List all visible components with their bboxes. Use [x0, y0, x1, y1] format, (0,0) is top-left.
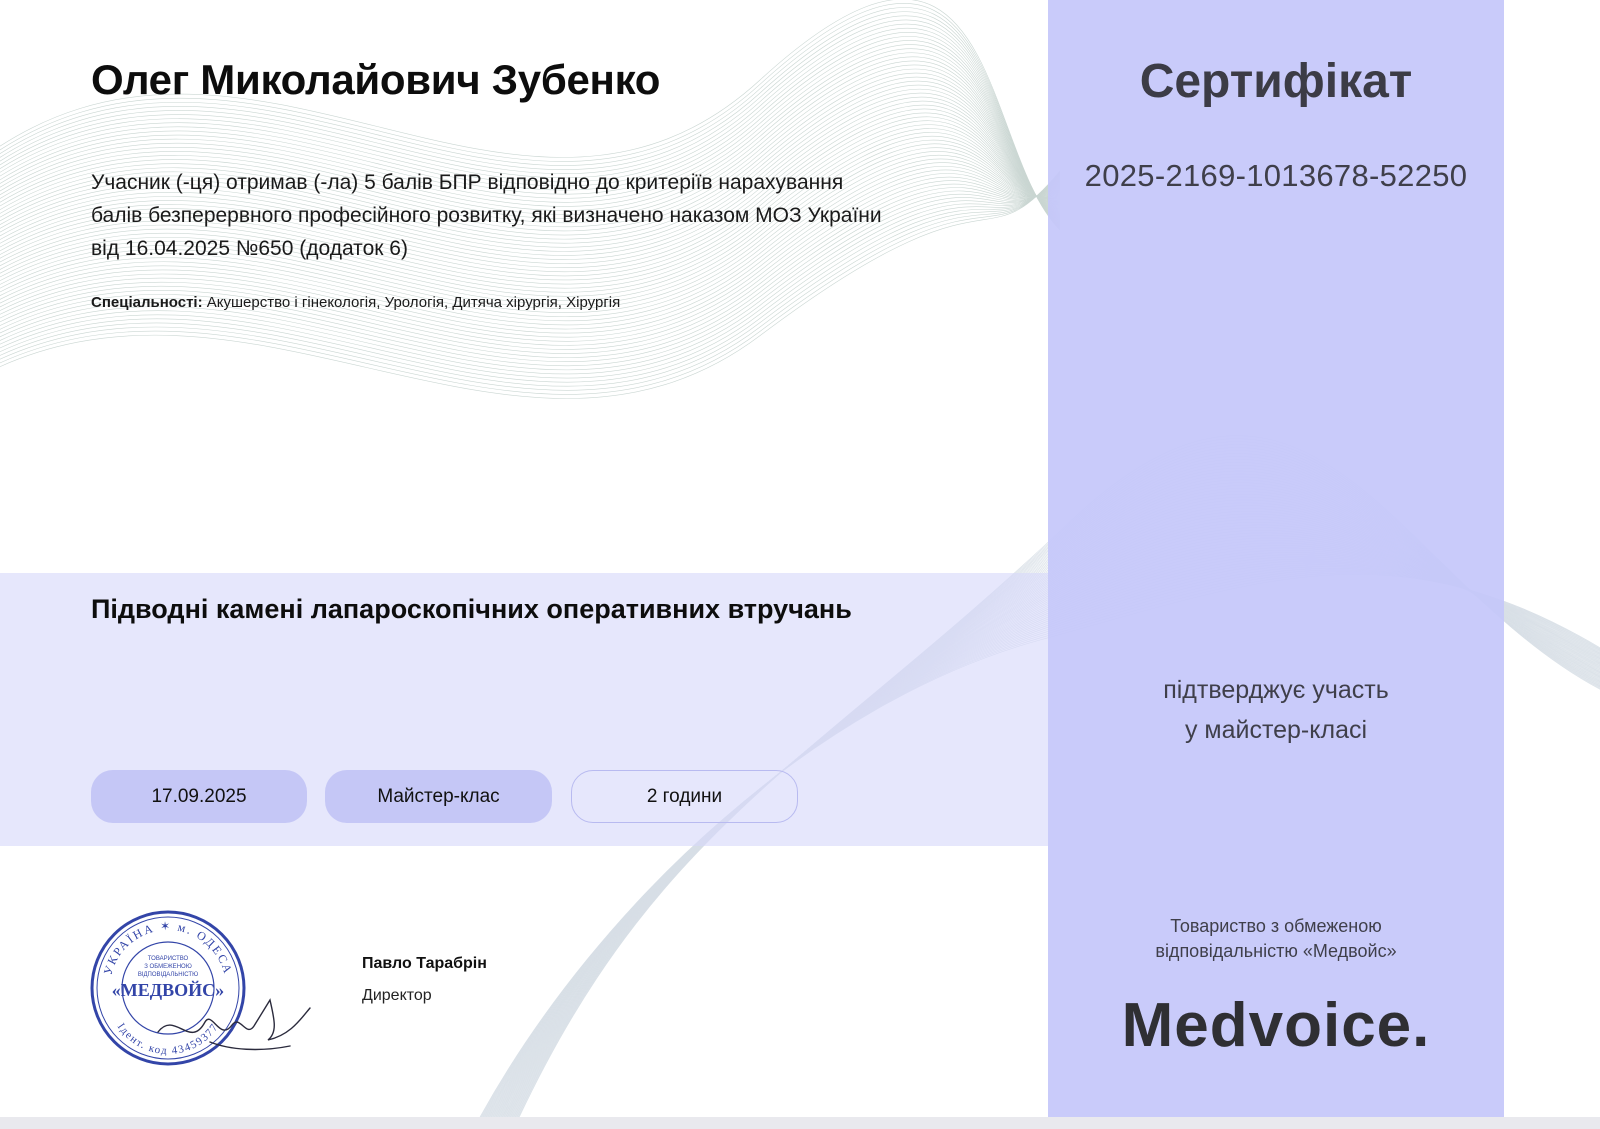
specialties-label: Спеціальності:	[91, 294, 203, 311]
organization-name	[1048, 914, 1504, 964]
date-badge: 17.09.2025	[91, 770, 307, 823]
confirmation-line: підтверджує участь	[1163, 676, 1389, 704]
recipient-name: Олег Миколайович Зубенко	[91, 56, 661, 103]
points-description	[91, 166, 991, 265]
participation-confirmation	[1048, 670, 1504, 750]
stamp-inner-line: ТОВАРИСТВО	[147, 956, 189, 962]
points-description-line: балів безперервного професійного розвитку, які визначено наказом МОЗ України	[91, 204, 882, 227]
course-title: Підводні камені лапароскопічних оперативних втручань	[91, 594, 852, 624]
certificate-title: Сертифікат	[1139, 55, 1413, 108]
stamp-inner-line: З ОБМЕЖЕНОЮ	[144, 964, 192, 970]
handwritten-signature	[150, 980, 320, 1060]
stamp-top-text: УКРАЇНА ✶ м. ОДЕСА	[100, 918, 236, 977]
signer-name: Павло Тарабрін	[362, 955, 487, 972]
certificate-number: 2025-2169-1013678-52250	[1084, 158, 1468, 193]
stamp-center-text: «МЕДВОЙС»	[111, 980, 225, 1000]
signer-role: Директор	[362, 987, 432, 1004]
specialties-value: Акушерство і гінекологія, Урологія, Дитяча хірургія, Хірургія	[206, 294, 621, 311]
stamp-inner-line: ВІДПОВІДАЛЬНІСТЮ	[137, 972, 199, 978]
confirmation-line: у майстер-класі	[1184, 716, 1368, 744]
specialties	[91, 294, 620, 311]
organization-line: Товариство з обмеженою	[1170, 916, 1382, 936]
organization-line: відповідальністю «Медвойс»	[1155, 941, 1397, 961]
medvoice-logo: Medvoice.	[1121, 991, 1431, 1060]
points-description-line: від 16.04.2025 №650 (додаток 6)	[91, 237, 408, 260]
stamp-bottom-text: Ідент. код 43459377	[114, 1020, 222, 1058]
duration-badge: 2 години	[571, 770, 798, 823]
format-badge: Майстер-клас	[325, 770, 552, 823]
points-description-line: Учасник (-ця) отримав (-ла) 5 балів БПР відповідно до критеріїв нарахування	[91, 171, 844, 194]
